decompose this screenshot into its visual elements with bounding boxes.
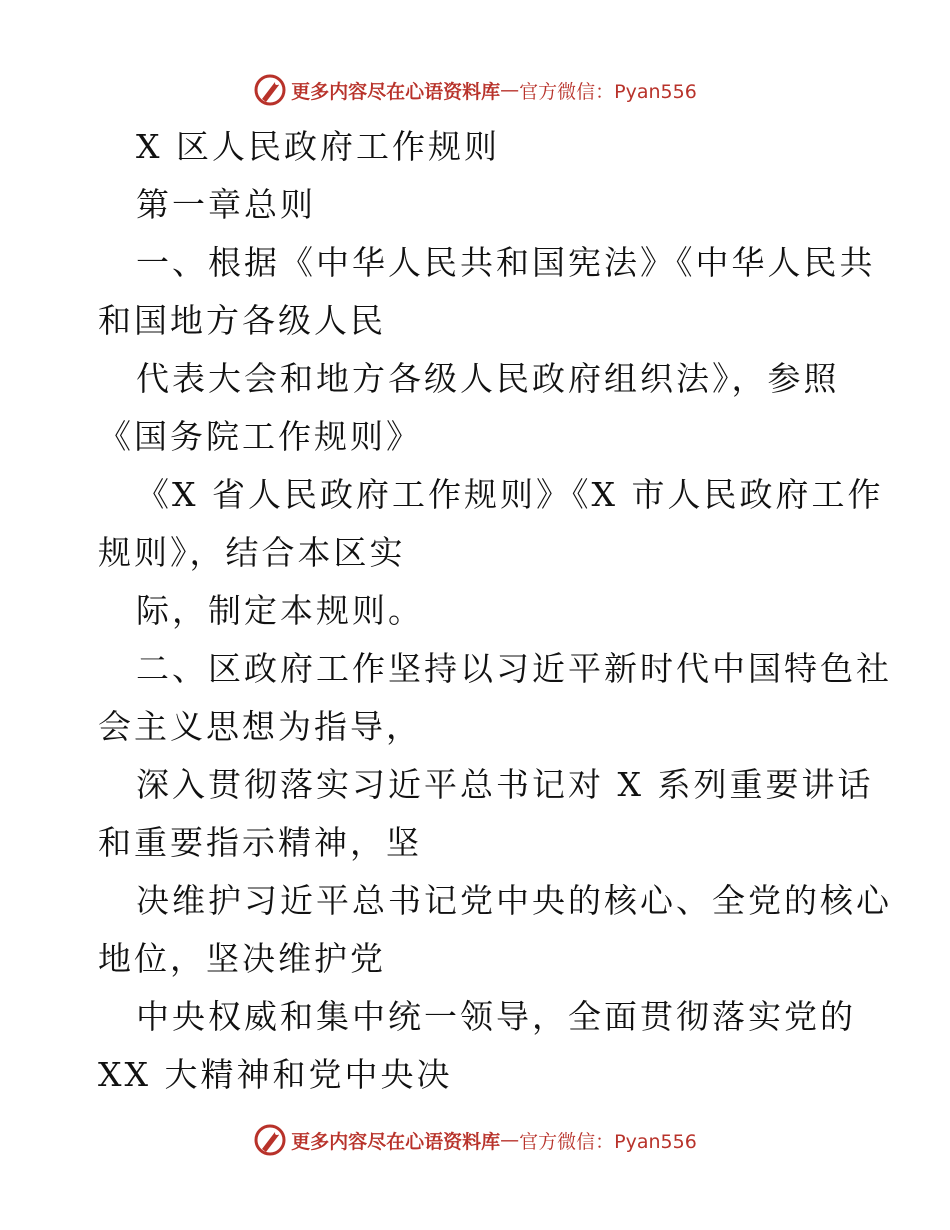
- text-line: XX 大精神和党中央决: [98, 1055, 453, 1094]
- text-line: 和重要指示精神，坚: [98, 823, 422, 862]
- text-line: 地位，坚决维护党: [98, 939, 386, 978]
- pen-logo-icon: [253, 73, 287, 107]
- text-line: 决维护习近平总书记党中央的核心、全党的核心: [136, 881, 892, 920]
- text-line: 深入贯彻落实习近平总书记对 X 系列重要讲话: [136, 765, 874, 804]
- text-line: 《X 省人民政府工作规则》《X 市人民政府工作: [136, 475, 884, 514]
- watermark-main-text: 更多内容尽在心语资料库: [291, 1130, 501, 1153]
- footer-watermark: [0, 1120, 950, 1160]
- text-line: 规则》，结合本区实: [98, 533, 406, 572]
- text-line: 中央权威和集中统一领导，全面贯彻落实党的: [136, 997, 856, 1036]
- watermark-separator: —: [500, 1129, 520, 1151]
- text-line: 和国地方各级人民: [98, 301, 386, 340]
- text-line: 《国务院工作规则》: [98, 417, 422, 456]
- text-line: X 区人民政府工作规则: [136, 127, 500, 166]
- watermark-contact-text: 官方微信：Pyan556: [519, 80, 697, 103]
- watermark-contact-text: 官方微信：Pyan556: [519, 1130, 697, 1153]
- text-line: 二、区政府工作坚持以习近平新时代中国特色社: [136, 649, 892, 688]
- text-line: 会主义思想为指导，: [98, 707, 422, 746]
- header-watermark: [0, 70, 950, 110]
- watermark-main-text: 更多内容尽在心语资料库: [291, 80, 501, 103]
- watermark-separator: —: [500, 79, 520, 101]
- text-line: 第一章总则: [136, 185, 316, 224]
- document-body: [98, 118, 892, 1104]
- text-line: 际，制定本规则。: [136, 591, 424, 630]
- text-line: 代表大会和地方各级人民政府组织法》，参照: [136, 359, 840, 398]
- pen-logo-icon: [253, 1123, 287, 1157]
- text-line: 一、根据《中华人民共和国宪法》《中华人民共: [136, 243, 876, 282]
